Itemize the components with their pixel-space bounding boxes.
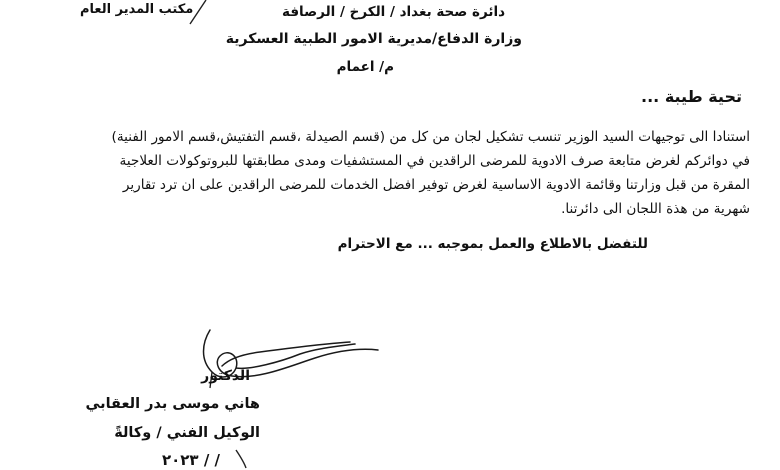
general-manager-office-label: مكتب المدير العام	[80, 2, 194, 17]
header-diagonal-stroke	[182, 0, 222, 30]
header-line-ministry: وزارة الدفاع/مديرية الامور الطبية العسكرية	[225, 31, 522, 47]
signatory-position: الوكيل الفني / وكالةً	[114, 425, 260, 441]
date-slash-mark	[232, 448, 262, 470]
body-line: استنادا الى توجيهات السيد الوزير تنسب تشكيل لجان من كل من (قسم الصيدلة ،قسم التفتيش،قسم الامور الفنية)	[111, 129, 750, 145]
body-line: في دوائركم لغرض متابعة صرف الادوية للمرضى الراقدين في المستشفيات ومدى مطابقتها للبروتوكولات العلاجية	[119, 153, 750, 169]
body-paragraph	[35, 125, 750, 221]
body-line: المقرة من قبل وزارتنا وقائمة الادوية الاساسية لغرض توفير افضل الخدمات للمرضى الراقدين على ان ترد تقارير	[122, 177, 750, 193]
document-date: ٢٠٢٣ / /	[161, 451, 220, 469]
greeting: تحية طيبة ...	[641, 87, 742, 106]
header-line-subject: م/ اعمام	[336, 59, 394, 75]
handwritten-signature	[140, 308, 390, 408]
signatory-name: هاني موسى بدر العقابي	[85, 396, 260, 412]
signatory-title: الدكتور	[201, 368, 250, 384]
body-line: شهرية من هذة اللجان الى دائرتنا.	[561, 201, 750, 217]
header-line-directorate: دائرة صحة بغداد / الكرخ / الرصافة	[282, 4, 505, 20]
closing-line: للتفضل بالاطلاع والعمل بموجبه ... مع الاحترام	[337, 236, 648, 252]
